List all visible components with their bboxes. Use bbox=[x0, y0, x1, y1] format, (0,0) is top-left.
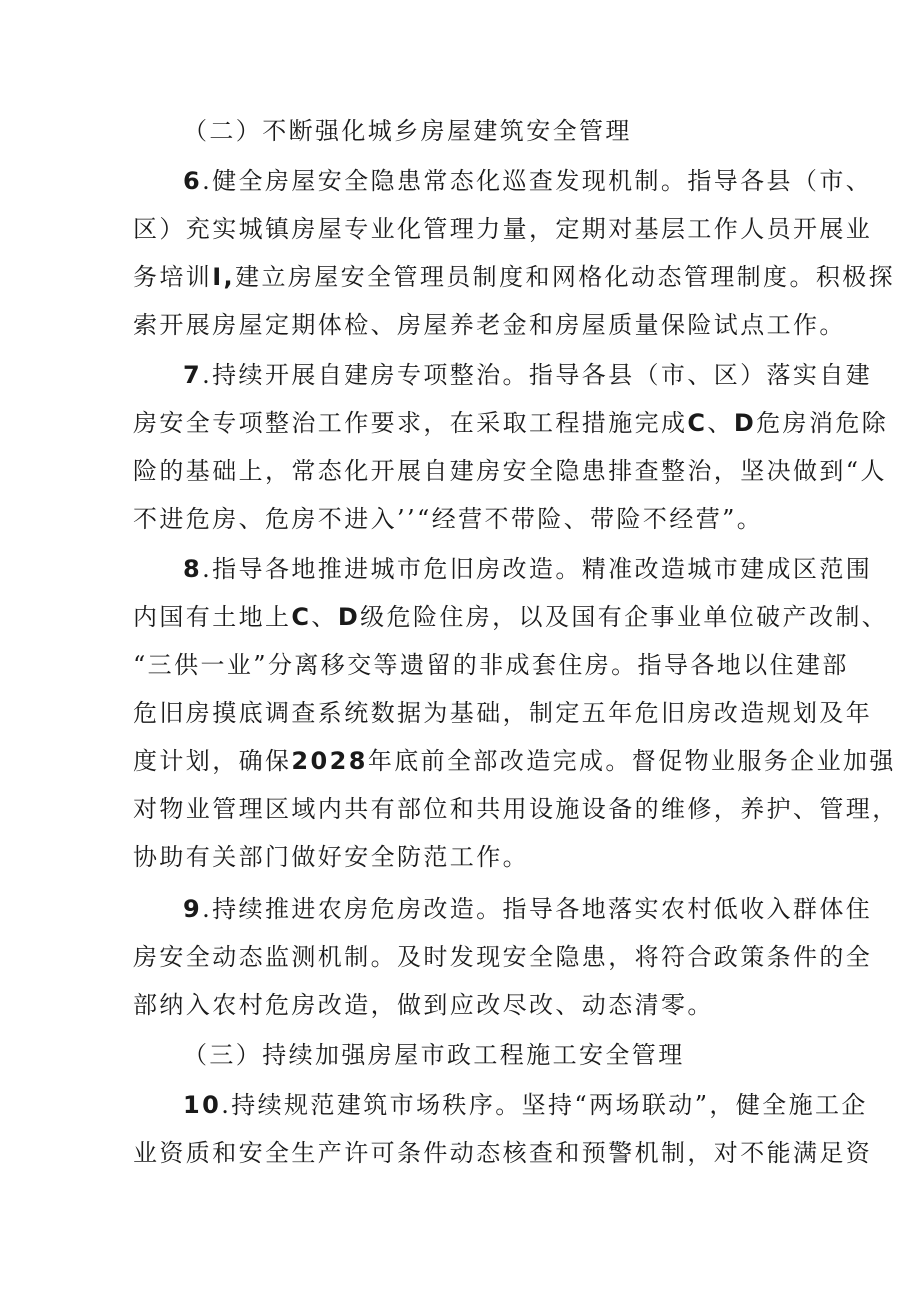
paragraph-line: 房安全专项整治工作要求，在采取工程措施完成C、D危房消危除 bbox=[133, 409, 889, 437]
paragraph-line: 索开展房屋定期体检、房屋养老金和房屋质量保险试点工作。 bbox=[133, 311, 846, 339]
item-number: 6 bbox=[183, 167, 203, 195]
paragraph-line: 业资质和安全生产许可条件动态核查和预警机制，对不能满足资 bbox=[133, 1139, 873, 1167]
item-8-first-line: 8.指导各地推进城市危旧房改造。精准改造城市建成区范围 bbox=[183, 555, 873, 583]
section-heading-3: （三）持续加强房屋市政工程施工安全管理 bbox=[183, 1041, 685, 1069]
paragraph-line: 险的基础上，常态化开展自建房安全隐患排查整治，坚决做到“人 bbox=[133, 457, 887, 485]
paragraph-line: 协助有关部门做好安全防范工作。 bbox=[133, 843, 529, 871]
item-number: 10 bbox=[183, 1091, 222, 1119]
item-number: 7 bbox=[183, 361, 203, 389]
item-7-first-line: 7.持续开展自建房专项整治。指导各县（市、区）落实自建 bbox=[183, 361, 873, 389]
paragraph-line: 区）充实城镇房屋专业化管理力量，定期对基层工作人员开展业 bbox=[133, 215, 873, 243]
paragraph-line: 度计划，确保2028年底前全部改造完成。督促物业服务企业加强 bbox=[133, 747, 896, 775]
section-heading-2: （二）不断强化城乡房屋建筑安全管理 bbox=[183, 117, 632, 145]
paragraph-line: “三供一业”分离移交等遗留的非成套住房。指导各地以住建部 bbox=[133, 651, 849, 679]
paragraph-line: 部纳入农村危房改造，做到应改尽改、动态清零。 bbox=[133, 991, 714, 1019]
paragraph-line: 对物业管理区域内共有部位和共用设施设备的维修，养护、管理， bbox=[133, 795, 899, 823]
paragraph-line: 务培训I,建立房屋安全管理员制度和网格化动态管理制度。积极探 bbox=[133, 263, 896, 291]
paragraph-line: 不进危房、危房不进入’’“经营不带险、带险不经营”。 bbox=[133, 505, 764, 533]
item-6-first-line: 6.健全房屋安全隐患常态化巡查发现机制。指导各县（市、 bbox=[183, 167, 873, 195]
item-9-first-line: 9.持续推进农房危房改造。指导各地落实农村低收入群体住 bbox=[183, 895, 873, 923]
item-10-first-line: 10.持续规范建筑市场秩序。坚持“两场联动”，健全施工企 bbox=[183, 1091, 868, 1119]
paragraph-line: 房安全动态监测机制。及时发现安全隐患，将符合政策条件的全 bbox=[133, 943, 873, 971]
paragraph-line: 危旧房摸底调查系统数据为基础，制定五年危旧房改造规划及年 bbox=[133, 699, 873, 727]
item-number: 8 bbox=[183, 555, 203, 583]
item-number: 9 bbox=[183, 895, 203, 923]
paragraph-line: 内国有土地上C、D级危险住房，以及国有企事业单位破产改制、 bbox=[133, 603, 889, 631]
